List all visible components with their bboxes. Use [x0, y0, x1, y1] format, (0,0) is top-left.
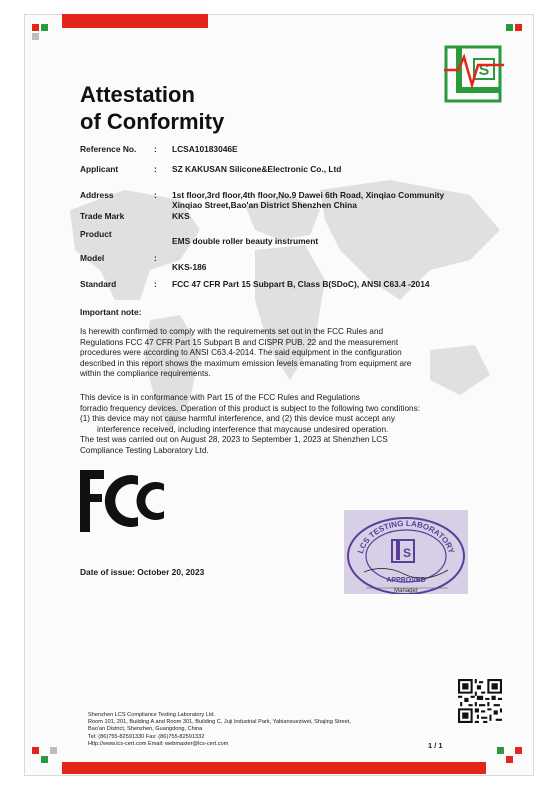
paragraph-line: within the compliance requirements.: [80, 369, 211, 379]
field-label: Product: [80, 229, 112, 239]
important-note-heading: Important note:: [80, 307, 142, 317]
paragraph-line: procedures were according to ANSI C63.4-2014. The said equipment in the configuration: [80, 348, 402, 358]
conformance-paragraph: [80, 393, 480, 457]
field-value: 1st floor,3rd floor,4th floor,No.9 Dawei 6th Road, Xinqiao Community Xinqiao Street,Bao'an District Shenzhen China: [172, 190, 445, 210]
top-accent-bar: [62, 14, 208, 28]
field-value: KKS-186: [172, 262, 207, 272]
field-colon: :: [154, 253, 157, 263]
field-colon: :: [154, 279, 157, 289]
document-title: [80, 81, 224, 135]
footer-line: Tel: (86)755-82591330 Fax: (86)755-82591332: [88, 733, 205, 740]
bottom-accent-bar: [62, 762, 486, 774]
field-value: LCSA10183046E: [172, 144, 238, 154]
footer-lab-info: [88, 712, 428, 748]
footer-line: Bao'an District, Shenzhen, Guangdong, China: [88, 726, 203, 733]
qr-code[interactable]: [458, 679, 502, 723]
field-colon: :: [154, 164, 157, 174]
field-colon: :: [154, 144, 157, 154]
title-line-2: of Conformity: [80, 109, 225, 134]
field-label: Model: [80, 253, 105, 263]
paragraph-line: interference received, including interference that maycause undesired operation.: [97, 424, 389, 434]
field-value: EMS double roller beauty instrument: [172, 236, 319, 246]
compliance-paragraph: [80, 327, 470, 380]
svg-text:S: S: [478, 62, 490, 79]
page-number: 1 / 1: [428, 741, 443, 750]
paragraph-line: forradio frequency devices. Operation of this product is subject to the following two conditions:: [80, 403, 420, 413]
stamp-ring-text: LCS TESTING LABORATORY: [355, 518, 457, 555]
paragraph-line: Regulations FCC 47 CFR Part 15 Subpart B and CISPR PUB. 22 and the measurement: [80, 337, 399, 347]
paragraph-line: (1) this device may not cause harmful interference, and (2) this device must accept any: [80, 414, 395, 424]
field-label: Address: [80, 190, 114, 200]
paragraph-line: described in this report shows the maximum emission levels emanating from equipment are: [80, 358, 412, 368]
title-line-1: Attestation: [80, 82, 195, 107]
lab-stamp: [344, 510, 468, 594]
fcc-logo: [80, 470, 166, 532]
footer-line: Shenzhen LCS Compliance Testing Laboratory Ltd.: [88, 712, 216, 718]
svg-text:S: S: [402, 546, 412, 560]
field-label: Applicant: [80, 164, 119, 174]
lcs-logo: [444, 45, 504, 105]
field-value: KKS: [172, 211, 190, 221]
paragraph-line: Compliance Testing Laboratory Ltd.: [80, 445, 209, 455]
footer-line: Http://www.lcs-cert.com Email: webmaster@lcs-cert.com: [88, 740, 229, 747]
paragraph-line: The test was carried out on August 28, 2023 to September 1, 2023 at Shenzhen LCS: [80, 435, 388, 445]
field-value: SZ KAKUSAN Silicone&Electronic Co., Ltd: [172, 164, 342, 174]
date-of-issue: Date of issue: October 20, 2023: [80, 567, 205, 577]
field-colon: :: [154, 190, 157, 200]
field-label: Trade Mark: [80, 211, 125, 221]
field-value: FCC 47 CFR Part 15 Subpart B, Class B(SDoC), ANSI C63.4 -2014: [172, 279, 430, 289]
stamp-signature-label: Manager: [394, 588, 418, 594]
paragraph-line: Is herewith confirmed to comply with the requirements set out in the FCC Rules and: [80, 327, 384, 336]
stamp-approved-text: APPROVED: [386, 577, 426, 584]
footer-line: Room 101, 201, Building A and Room 301, Building C, Juji Industrial Park, Yabianxueziwei, Shajing Street,: [88, 719, 351, 726]
field-label: Standard: [80, 279, 117, 289]
paragraph-line: This device is in conformance with Part 15 of the FCC Rules and Regulations: [80, 393, 360, 402]
field-label: Reference No.: [80, 144, 137, 154]
